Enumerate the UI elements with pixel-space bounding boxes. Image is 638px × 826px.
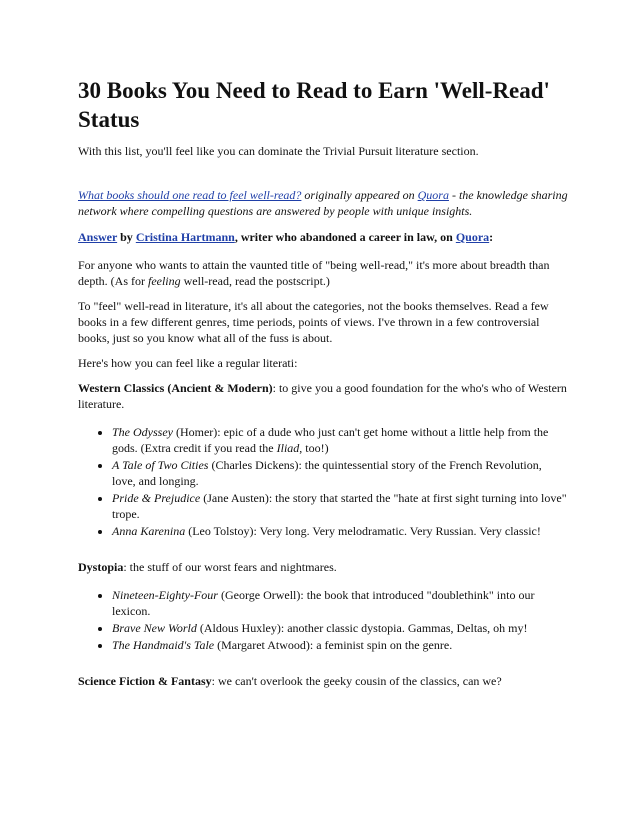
book-desc: (Leo Tolstoy): Very long. Very melodramatic. Very Russian. Very classic! — [185, 524, 541, 538]
quora-link[interactable]: Quora — [417, 188, 449, 202]
list-item — [112, 620, 568, 636]
article-title: 30 Books You Need to Read to Earn 'Well-Read' Status — [78, 78, 550, 132]
list-item — [112, 457, 568, 489]
section-western-classics — [78, 380, 568, 412]
article-body — [78, 76, 568, 701]
attribution-text-2: - the knowledge sharing network where compelling questions are answered by people with unique insights. — [78, 188, 568, 218]
intro-p1-text: For anyone who wants to attain the vaunted title of "being well-read," it's more about breadth than depth. (As for — [78, 258, 550, 288]
list-item — [112, 424, 568, 456]
book-title: A Tale of Two Cities — [112, 458, 209, 472]
book-desc: (Homer): epic of a dude who just can't get home without a little help from the gods. (Extra credit if you read the — [112, 425, 549, 455]
byline-by: by — [117, 230, 136, 244]
book-desc: (Aldous Huxley): another classic dystopia. Gammas, Deltas, oh my! — [196, 621, 528, 635]
book-desc: (Margaret Atwood): a feminist spin on the genre. — [214, 638, 453, 652]
book-desc: (George Orwell): the book that introduced "doublethink" into our lexicon. — [112, 588, 535, 618]
book-title: Nineteen-Eighty-Four — [112, 588, 218, 602]
intro-p1-end: well-read, read the postscript.) — [180, 274, 330, 288]
book-title: The Handmaid's Tale — [112, 638, 215, 652]
list-item — [112, 587, 568, 619]
section-desc: : the stuff of our worst fears and nightmares. — [123, 560, 337, 574]
book-title: Anna Karenina — [112, 524, 186, 538]
list-item — [112, 490, 568, 522]
book-title-inline: Iliad — [276, 441, 300, 455]
book-desc: (Charles Dickens): the quintessential story of the French Revolution, love, and longing. — [112, 458, 542, 488]
section-dystopia — [78, 559, 568, 575]
list-item — [112, 523, 568, 539]
book-title: Brave New World — [112, 621, 197, 635]
byline-end: : — [489, 230, 494, 244]
section-heading: Dystopia — [78, 560, 124, 574]
intro-paragraph-3: Here's how you can feel like a regular literati: — [78, 356, 298, 370]
intro-paragraph-2: To "feel" well-read in literature, it's all about the categories, not the books themselves. Read a few books in a few different genres, time periods, points of views. I've thrown in a few controversial books, just so you know what all of the fuss is about. — [78, 299, 549, 345]
western-classics-list — [78, 424, 568, 539]
section-heading: Science Fiction & Fantasy — [78, 674, 212, 688]
section-desc: : to give you a good foundation for the who's who of Western literature. — [78, 381, 567, 411]
attribution-text-1: originally appeared on — [301, 188, 418, 202]
answer-byline — [78, 229, 568, 245]
answer-link[interactable]: Answer — [78, 230, 118, 244]
section-heading: Western Classics (Ancient & Modern) — [78, 381, 273, 395]
section-scifi-fantasy — [78, 673, 568, 689]
question-link[interactable]: What books should one read to feel well-read? — [78, 188, 302, 202]
dystopia-list — [78, 587, 568, 653]
book-desc: (Jane Austen): the story that started the "hate at first sight turning into love" trope. — [112, 491, 567, 521]
section-desc: : we can't overlook the geeky cousin of the classics, can we? — [211, 674, 502, 688]
author-link[interactable]: Cristina Hartmann — [135, 230, 235, 244]
list-item — [112, 637, 568, 653]
intro-p1-italic: feeling — [147, 274, 181, 288]
article-subtitle: With this list, you'll feel like you can dominate the Trivial Pursuit literature section. — [78, 144, 479, 158]
intro-paragraph-1 — [78, 257, 568, 289]
book-title: The Odyssey — [112, 425, 173, 439]
quora-link-2[interactable]: Quora — [455, 230, 490, 244]
attribution-note — [78, 187, 568, 219]
byline-middle: , writer who abandoned a career in law, on — [234, 230, 456, 244]
book-title: Pride & Prejudice — [112, 491, 201, 505]
book-desc-end: , too!) — [299, 441, 329, 455]
